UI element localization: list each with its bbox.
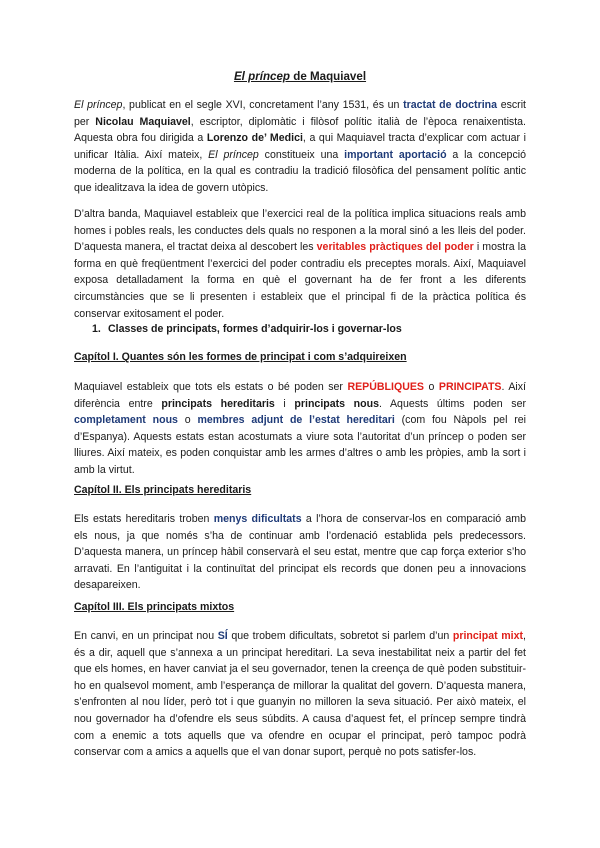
text-run: escrit per <box>74 99 526 128</box>
section-label: Classes de principats, formes d’adquirir-los i governar-los <box>108 323 402 335</box>
highlight-term: tractat de doctrina <box>403 99 498 111</box>
title-italic: El príncep <box>233 70 291 83</box>
text-run: o <box>177 414 198 427</box>
intro-paragraph <box>74 97 526 197</box>
page-title <box>0 70 600 83</box>
chapter-2-heading: Capítol II. Els principats hereditaris <box>74 484 252 496</box>
text-run: i <box>274 397 295 410</box>
bold-term: principats nous <box>294 397 379 410</box>
text-run: a l’hora de conservar-los en comparació amb els nous, ja que només s’ha de continuar amb l’ordenació establida pels predecessors. D’aquesta manera, un príncep hàbil conservarà el seu estat, mentre que cap força exterior s’ho arravati. En l’antiguitat i la continuïtat del principat els records que donen peu a innovacions desapareixen. <box>74 513 527 592</box>
chapter-2-paragraph <box>74 511 526 594</box>
text-run: . Aquests últims poden ser <box>379 397 527 410</box>
chapter-1-heading: Capítol I. Quantes són les formes de principat i com s’adquireixen <box>74 351 407 363</box>
section-number: 1. <box>92 323 101 335</box>
text-run: En canvi, en un principat nou <box>74 630 218 642</box>
highlight-term: important aportació <box>344 148 447 161</box>
bold-term: principats hereditaris <box>161 397 275 410</box>
text-run: , escriptor, diplomàtic i filòsof polític italià de l’època renaixentista. Aquesta obra fou dirigida a <box>74 115 526 145</box>
highlight-term: PRINCIPATS <box>438 381 502 393</box>
text-run: o <box>424 381 439 393</box>
text-run: Els estats hereditaris troben <box>74 513 214 525</box>
highlight-term: veritables pràctiques del poder <box>316 241 474 254</box>
text-run: El príncep <box>208 148 259 161</box>
text-run: , és a dir, aquell que s’annexa a un principat hereditari. La seva inestabilitat neix a partir del fet que els homes, en haver canviat ja el seu governador, tenen la creença de què poden substituir-ho en qualsevol moment, amb l’esperança de millorar la qualitat del govern. D’aquesta manera, s’enfronten al nou líder, però tot i que guanyin no milloren la seva situació. Per això mateix, el nou governador ha d’ofendre els seus súbdits. A causa d’aquest fet, el príncep sempre tindrà com a enemic a tots aquells que va ofendre en ocupar el principat, però tampoc podrà conservar com a amics a aquells que el van donar suport, perquè no pots satisfer-los. <box>74 630 526 759</box>
highlight-term: REPÚBLIQUES <box>347 381 424 393</box>
text-run: i mostra la forma en què freqüentment l’exercici del poder contradiu els preceptes morals. Així, Maquiavel exposa detalladament la forma en què el governant ha de fer front a les diferents circumstàncies que se li presenten i estableix que el principal fi de la pràctica política és conservar exitosament el poder. <box>74 241 526 320</box>
text-run: , a qui Maquiavel tracta d’explicar com actuar i unificar Itàlia. Així mateix, <box>74 132 526 161</box>
chapter-3-paragraph <box>74 628 526 761</box>
chapter-1-paragraph <box>74 379 526 479</box>
section-heading <box>92 323 402 335</box>
text-run: a la concepció moderna de la política, en la qual es contradiu la tradició filosòfica del pensament polític antic que idealitzava la idea de govern utòpics. <box>74 148 526 194</box>
text-run: (com fou Nàpols pel rei d’Espanya). Aquests estats estan acostumats a viure sota l’autoritat d’un príncep o poden ser lliures. Així mateix, es poden conquistar amb les armes d’altres o amb les pròpies, amb la sort i amb la virtut. <box>74 414 527 476</box>
text-run: constitueix una <box>258 148 345 161</box>
highlight-term: membres adjunt de l’estat hereditari <box>197 414 395 427</box>
text-run: . Així diferència entre <box>74 381 526 410</box>
highlight-term: SÍ <box>217 630 228 642</box>
text-run: Maquiavel estableix que tots els estats o bé poden ser <box>74 381 348 393</box>
bold-term: Nicolau Maquiavel <box>95 115 191 128</box>
title-rest: de Maquiavel <box>290 70 367 83</box>
text-run: D’altra banda, Maquiavel estableix que l’exercici real de la política implica situacions reals amb homes i pobles reals, les conductes dels quals no responen a la moral sinó a les lleis del poder. D’aquesta manera, el tractat deixa al descobert les <box>74 208 526 254</box>
second-paragraph <box>74 206 526 322</box>
text-run: , publicat en el segle XVI, concretament l’any 1531, és un <box>122 99 404 111</box>
chapter-3-heading: Capítol III. Els principats mixtos <box>74 601 235 613</box>
bold-term: Lorenzo de’ Medici <box>206 132 303 145</box>
highlight-term: principat mixt <box>452 630 524 642</box>
text-run: El príncep <box>74 99 123 111</box>
text-run: que trobem dificultats, sobretot si parlem d’un <box>227 630 453 642</box>
highlight-term: completament nous <box>74 414 178 427</box>
highlight-term: menys dificultats <box>213 513 302 525</box>
